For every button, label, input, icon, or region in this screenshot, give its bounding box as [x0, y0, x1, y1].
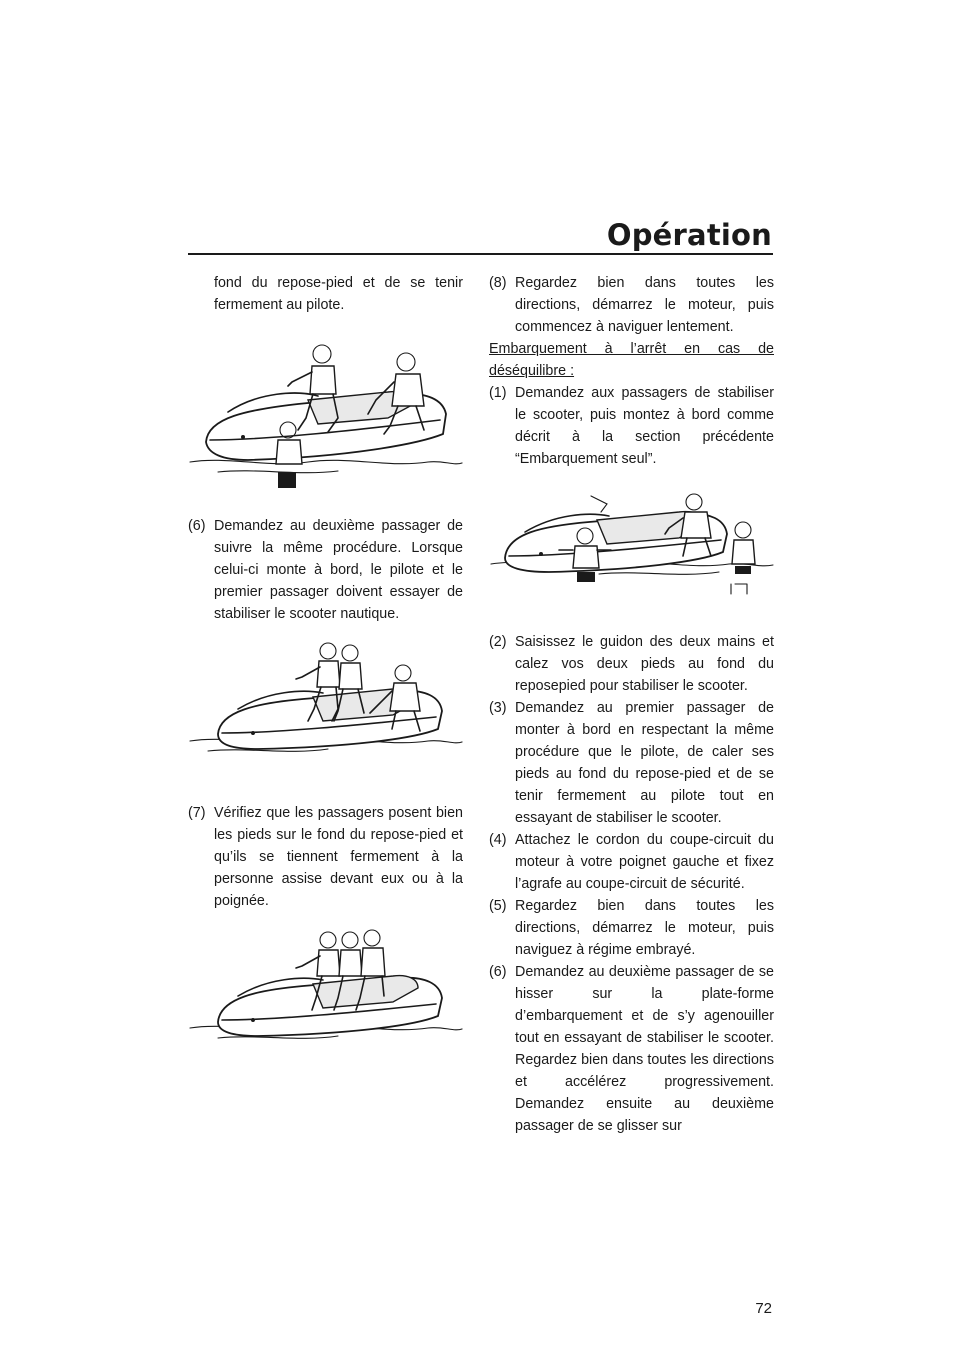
page-number: 72 [755, 1300, 772, 1317]
section-subheading-cont: déséquilibre : [489, 363, 575, 379]
step-number: (2) [489, 634, 507, 650]
step-8 [489, 272, 774, 338]
unbalanced-step-1 [489, 382, 774, 470]
intro-paragraph: fond du repose-pied et de se tenir fermement au pilote. [214, 275, 463, 313]
step-text: Vérifiez que les passagers posent bien les pieds sur le fond du repose-pied et qu’ils se tiennent fermement à la personne assise devant eux ou à la poignée. [214, 805, 463, 909]
step-number: (3) [489, 700, 507, 716]
illustration-three-riders-seated [188, 922, 463, 1072]
step-text: Demandez aux passagers de stabiliser le scooter, puis montez à bord comme décrit à la section précédente “Embarquement seul”. [515, 385, 774, 467]
section-subheading: Embarquement à l’arrêt en cas de [489, 341, 774, 357]
illustration-pilot-boarding-with-passenger [188, 322, 463, 497]
step-number: (5) [489, 898, 507, 914]
step-7 [188, 802, 463, 912]
right-column [489, 272, 774, 1137]
header-rule [188, 253, 773, 255]
step-number: (1) [489, 385, 507, 401]
page-title: Opération [606, 218, 772, 252]
unbalanced-step-4 [489, 829, 774, 895]
step-6 [188, 515, 463, 625]
unbalanced-step-3 [489, 697, 774, 829]
step-number: (4) [489, 832, 507, 848]
step-text: Demandez au deuxième passager de se hisser sur la plate-forme d’embarquement et de s’y agenouiller tout en essayant de stabiliser le scooter. Regardez bien dans toutes les directions et accélérez progressivement. Demandez ensuite au deuxième passager de se glisser sur [515, 964, 774, 1134]
step-number: (6) [188, 518, 206, 534]
unbalanced-step-6 [489, 961, 774, 1137]
illustration-two-passengers-boarding [188, 639, 463, 784]
step-text: Saisissez le guidon des deux mains et calez vos deux pieds au fond du reposepied pour stabiliser le scooter. [515, 634, 774, 694]
step-text: Attachez le cordon du coupe-circuit du moteur à votre poignet gauche et fixez l’agrafe au coupe-circuit de sécurité. [515, 832, 774, 892]
illustration-boarding-unbalanced [489, 488, 774, 623]
unbalanced-step-2 [489, 631, 774, 697]
step-text: Demandez au deuxième passager de suivre la même procédure. Lorsque celui-ci monte à bord, le pilote et le premier passager doivent essayer de stabiliser le scooter nautique. [214, 518, 463, 622]
step-number: (8) [489, 275, 507, 291]
step-text: Demandez au premier passager de monter à bord en respectant la même procédure que le pilote, de caler ses pieds au fond du repose-pied et de se tenir fermement au pilote tout en essayant de stabiliser le scooter. [515, 700, 774, 826]
left-column [188, 272, 463, 1072]
step-number: (6) [489, 964, 507, 980]
unbalanced-step-5 [489, 895, 774, 961]
step-number: (7) [188, 805, 206, 821]
step-text: Regardez bien dans toutes les directions, démarrez le moteur, puis commencez à naviguer lentement. [515, 275, 774, 335]
step-text: Regardez bien dans toutes les directions, démarrez le moteur, puis naviguez à régime embrayé. [515, 898, 774, 958]
